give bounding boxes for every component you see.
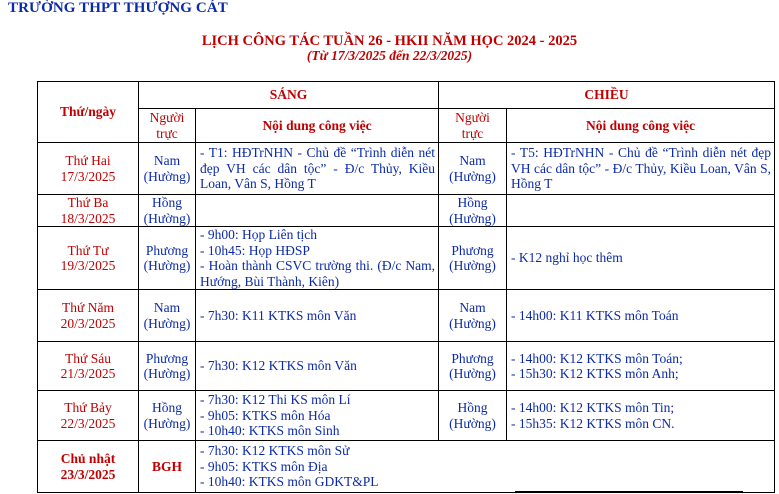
weekly-schedule-table	[37, 81, 775, 493]
afternoon-duty-cell	[439, 227, 507, 290]
afternoon-duty-supervisor: (Hường)	[449, 168, 496, 184]
day-name: Thứ Bảy	[64, 400, 112, 415]
day-name: Thứ Sáu	[65, 350, 111, 366]
morning-content-cell	[196, 195, 439, 227]
day-cell	[38, 342, 139, 391]
morning-task-line: - Hoàn thành CSVC trường thi. (Đ/c Nam, Hướng, Bùi Thành, Kiên)	[200, 258, 436, 289]
morning-duty-person: Nam	[153, 153, 181, 168]
header-row-sessions	[38, 82, 775, 109]
afternoon-duty-cell	[439, 195, 507, 227]
afternoon-content-cell	[507, 342, 775, 391]
header-pm-content: Nội dung công việc	[507, 109, 775, 143]
sunday-task-line: - 9h05: KTKS môn Địa	[200, 458, 328, 474]
afternoon-task-line: - K12 nghỉ học thêm	[511, 250, 623, 266]
sunday-duty: BGH	[151, 458, 182, 474]
day-date: 18/3/2025	[60, 210, 116, 226]
sunday-task-line: - 10h40: KTKS môn GDKT&PL	[200, 474, 379, 490]
table-row-sunday	[38, 441, 775, 493]
morning-duty-cell	[139, 143, 196, 195]
afternoon-task-line: - T5: HĐTrNHN - Chủ đề “Trình diễn nét đẹp VH các dân tộc” - Đ/c Thủy, Kiều Loan, Vân S, Hồng T	[511, 145, 772, 192]
day-cell	[38, 143, 139, 195]
morning-duty-cell	[139, 195, 196, 227]
header-pm-duty-line2: trực	[461, 125, 484, 141]
header-day-label: Thứ/ngày	[59, 104, 117, 120]
day-date: 20/3/2025	[60, 315, 116, 331]
table-row	[38, 195, 775, 227]
day-date: 19/3/2025	[60, 258, 116, 273]
table-row	[38, 391, 775, 441]
afternoon-duty-person: Phương	[451, 242, 494, 258]
afternoon-task-line: - 14h00: K11 KTKS môn Toán	[511, 307, 679, 323]
afternoon-duty-person: Phương	[451, 350, 494, 366]
afternoon-duty-cell	[439, 391, 507, 441]
day-name: Chủ nhật	[60, 451, 116, 466]
morning-duty-supervisor: (Hường)	[143, 315, 191, 331]
table-row	[38, 227, 775, 290]
header-morning: SÁNG	[139, 82, 439, 109]
morning-duty-person: Hồng	[152, 195, 182, 210]
day-date: 21/3/2025	[60, 366, 116, 381]
day-cell	[38, 195, 139, 227]
day-cell	[38, 290, 139, 342]
day-name: Thứ Hai	[65, 153, 111, 168]
morning-task-line: - 7h30: K11 KTKS môn Văn	[200, 307, 357, 323]
day-cell	[38, 441, 139, 493]
afternoon-content-cell	[507, 227, 775, 290]
day-date: 17/3/2025	[60, 168, 116, 184]
table-row	[38, 290, 775, 342]
morning-task-line: - 7h30: K12 KTKS môn Văn	[200, 358, 357, 374]
day-cell	[38, 227, 139, 290]
afternoon-duty-cell	[439, 342, 507, 391]
sunday-content-cell	[196, 441, 775, 493]
day-date: 23/3/2025	[60, 466, 116, 482]
footer-rule	[515, 491, 743, 492]
morning-duty-cell	[139, 342, 196, 391]
afternoon-duty-person: Hồng	[457, 195, 488, 210]
table-row	[38, 342, 775, 391]
afternoon-duty-supervisor: (Hường)	[449, 415, 496, 431]
morning-task-line: - T1: HĐTrNHN - Chủ đề “Trình diễn nét đẹp VH các dân tộc” - Đ/c Thủy, Kiều Loan, Vân S, Hồng T	[200, 145, 436, 192]
afternoon-content-cell	[507, 290, 775, 342]
afternoon-duty-supervisor: (Hường)	[449, 258, 496, 273]
day-cell	[38, 391, 139, 441]
morning-task-line: - 9h05: KTKS môn Hóa	[200, 407, 331, 423]
morning-duty-cell	[139, 227, 196, 290]
header-afternoon: CHIỀU	[439, 82, 775, 109]
morning-duty-supervisor: (Hường)	[143, 210, 191, 226]
morning-content-cell	[196, 342, 439, 391]
afternoon-task-line: - 14h00: K12 KTKS môn Tin;	[511, 400, 675, 415]
afternoon-duty-cell	[439, 290, 507, 342]
afternoon-duty-person: Nam	[459, 153, 486, 168]
header-am-duty-line2: trực	[156, 125, 178, 141]
sunday-task-line: - 7h30: K12 KTKS môn Sử	[200, 443, 350, 459]
morning-duty-cell	[139, 290, 196, 342]
afternoon-duty-supervisor: (Hường)	[449, 315, 496, 331]
sunday-duty-cell	[139, 441, 196, 493]
morning-duty-supervisor: (Hường)	[143, 258, 191, 273]
day-name: Thứ Ba	[67, 195, 109, 210]
header-am-duty	[139, 109, 196, 143]
morning-task-line: - 7h30: K12 Thi KS môn Lí	[200, 392, 351, 408]
morning-duty-cell	[139, 391, 196, 441]
afternoon-duty-supervisor: (Hường)	[449, 366, 496, 381]
table-row	[38, 143, 775, 195]
afternoon-task-line: - 15h30: K12 KTKS môn Anh;	[511, 366, 679, 381]
afternoon-duty-person: Nam	[459, 300, 486, 315]
morning-duty-person: Nam	[153, 300, 181, 315]
morning-duty-supervisor: (Hường)	[143, 168, 191, 184]
header-am-content: Nội dung công việc	[196, 109, 439, 143]
afternoon-content-cell	[507, 143, 775, 195]
afternoon-duty-person: Hồng	[457, 400, 488, 415]
day-date: 22/3/2025	[60, 415, 116, 431]
morning-content-cell	[196, 290, 439, 342]
morning-task-line: - 10h45: Họp HĐSP	[200, 242, 310, 258]
afternoon-task-line: - 15h35: K12 KTKS môn CN.	[511, 415, 675, 431]
schedule-date-range: (Từ 17/3/2025 đến 22/3/2025)	[306, 48, 473, 63]
morning-content-cell	[196, 143, 439, 195]
day-name: Thứ Tư	[67, 242, 109, 258]
afternoon-content-cell	[507, 391, 775, 441]
morning-duty-supervisor: (Hường)	[143, 366, 191, 381]
morning-task-line: - 10h40: KTKS môn Sinh	[200, 423, 340, 439]
schedule-title: LỊCH CÔNG TÁC TUẦN 26 - HKII NĂM HỌC 2024 - 2025	[201, 33, 578, 49]
morning-duty-supervisor: (Hường)	[143, 415, 191, 431]
school-name: TRƯỜNG THPT THƯỢNG CÁT	[8, 0, 228, 16]
header-am-duty-line1: Người	[149, 110, 185, 125]
header-pm-duty-line1: Người	[455, 110, 490, 125]
afternoon-content-cell	[507, 195, 775, 227]
morning-content-cell	[196, 391, 439, 441]
morning-duty-person: Phương	[145, 242, 189, 258]
afternoon-duty-cell	[439, 143, 507, 195]
day-name: Thứ Năm	[62, 300, 114, 315]
header-pm-duty	[439, 109, 507, 143]
header-day-cell	[38, 82, 139, 143]
header-row-columns	[38, 109, 775, 143]
morning-duty-person: Hồng	[152, 400, 182, 415]
morning-task-line: - 9h00: Họp Liên tịch	[200, 227, 317, 242]
afternoon-duty-supervisor: (Hường)	[449, 210, 496, 226]
afternoon-task-line: - 14h00: K12 KTKS môn Toán;	[511, 350, 683, 366]
morning-content-cell	[196, 227, 439, 290]
morning-duty-person: Phương	[145, 350, 189, 366]
